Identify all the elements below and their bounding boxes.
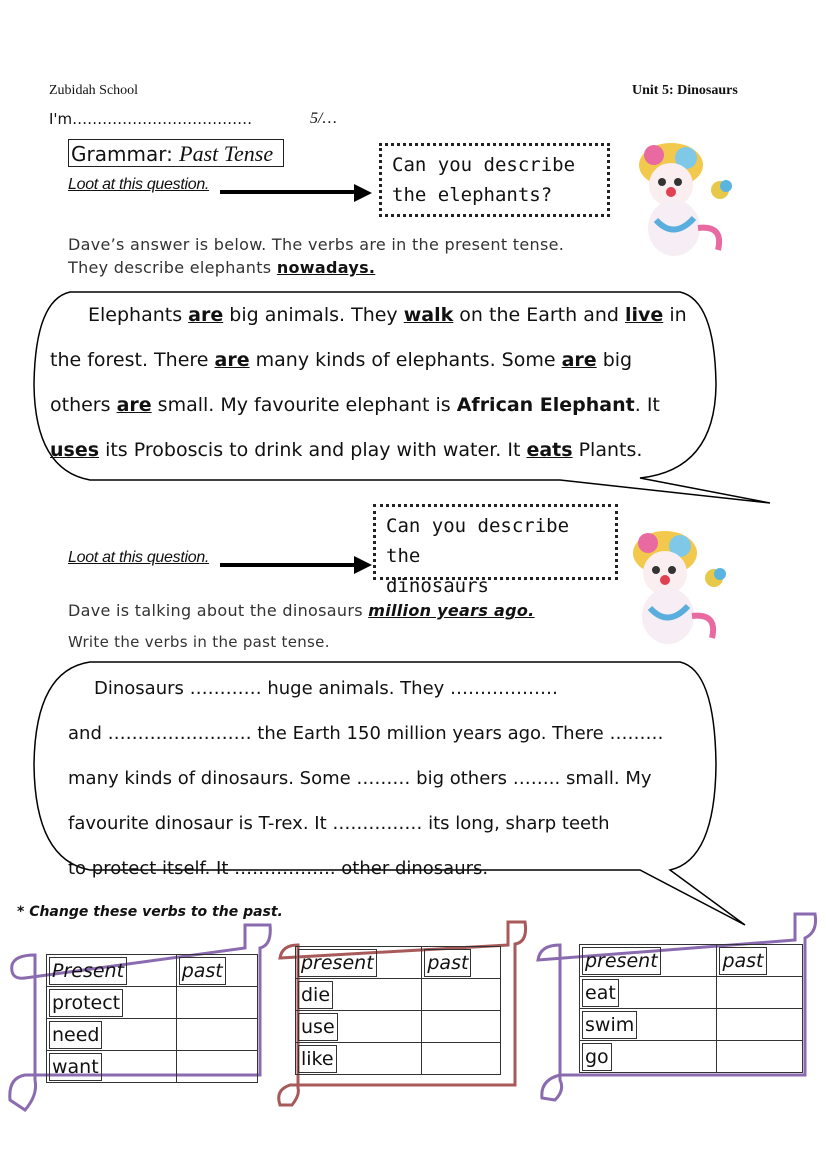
intro-2-line-2: Write the verbs in the past tense. [68, 633, 330, 651]
table-row [47, 1019, 258, 1051]
look-instruction-1: Loot at this question. [68, 176, 210, 193]
header-label: past [424, 949, 471, 977]
question-1-line-1: Can you describe [392, 154, 576, 176]
table-header [717, 945, 803, 977]
present-cell [296, 979, 422, 1011]
verb-present: swim [582, 1011, 637, 1039]
verb-present: go [582, 1043, 612, 1071]
past-answer-cell[interactable] [176, 1019, 257, 1051]
answer-text: its Proboscis to drink and play with water. It [99, 439, 527, 461]
past-answer-cell[interactable] [717, 1041, 803, 1073]
table-header [580, 945, 717, 977]
verb-highlight: uses [50, 439, 100, 461]
verb-present: use [298, 1013, 338, 1041]
verb-present: eat [582, 979, 619, 1007]
present-cell [296, 1043, 422, 1075]
answer-text: Elephants [88, 304, 189, 326]
verb-highlight: are [188, 304, 224, 326]
present-cell [47, 987, 177, 1019]
score-label: 5/… [310, 110, 337, 127]
answer-text: Plants. [572, 439, 643, 461]
past-answer-cell[interactable] [422, 1043, 501, 1075]
blank-line: favourite dinosaur is T-rex. It …………… its long, sharp teeth [68, 813, 610, 834]
table-row [47, 1051, 258, 1083]
name-line: I'm……………………………… [49, 110, 253, 128]
table-row [47, 987, 258, 1019]
verb-table-2 [295, 946, 501, 1075]
answer-text: big [596, 349, 633, 371]
past-answer-cell[interactable] [422, 1011, 501, 1043]
present-cell [47, 1051, 177, 1083]
present-cell [47, 1019, 177, 1051]
header-label: present [582, 947, 661, 975]
intro-1-line-2-text: They describe elephants [68, 258, 277, 277]
verb-present: need [49, 1021, 102, 1049]
blank-line: Dinosaurs ………… huge animals. They ……………… [94, 678, 559, 699]
verb-table-1 [46, 954, 258, 1083]
grammar-topic: Past Tense [179, 141, 274, 166]
answer-text: African Elephant [456, 394, 635, 416]
present-cell [580, 1009, 717, 1041]
present-cell [580, 1041, 717, 1073]
past-answer-cell[interactable] [176, 1051, 257, 1083]
table-row [296, 1043, 501, 1075]
answer-text: small. My favourite elephant is [151, 394, 457, 416]
present-cell [296, 1011, 422, 1043]
verb-highlight: are [561, 349, 597, 371]
verb-present: die [298, 981, 333, 1009]
table-row [580, 977, 803, 1009]
verb-highlight: eats [526, 439, 573, 461]
answer-text: on the Earth and [453, 304, 625, 326]
table-row [296, 1011, 501, 1043]
past-answer-cell[interactable] [422, 979, 501, 1011]
present-cell [580, 977, 717, 1009]
blank-line: and …………………… the Earth 150 million years ago. There ……… [68, 723, 664, 744]
past-answer-cell[interactable] [176, 987, 257, 1019]
verb-highlight: are [116, 394, 152, 416]
intro-2-line-1-text: Dave is talking about the dinosaurs [68, 601, 369, 620]
intro-2-keyword: million years ago. [368, 601, 535, 620]
look-instruction-2: Loot at this question. [68, 549, 210, 566]
verb-highlight: live [625, 304, 664, 326]
blank-line: to protect itself. It …………….. other dinosaurs. [68, 858, 489, 879]
header-label: past [719, 947, 766, 975]
header-label: present [298, 949, 377, 977]
verb-highlight: are [214, 349, 250, 371]
table-header [422, 947, 501, 979]
school-name: Zubidah School [49, 83, 139, 98]
question-2-line-1: Can you describe the [386, 515, 570, 567]
table-header [296, 947, 422, 979]
verb-present: like [298, 1045, 337, 1073]
verb-table-3 [579, 944, 803, 1073]
header-label: Present [49, 957, 127, 985]
table-row [580, 1041, 803, 1073]
verb-highlight: walk [403, 304, 454, 326]
answer-text: . It [634, 394, 660, 416]
table-row [580, 1009, 803, 1041]
answer-text: in [663, 304, 687, 326]
table-header [176, 955, 257, 987]
answer-text: the forest. There [50, 349, 215, 371]
intro-1-keyword: nowadays. [276, 258, 376, 277]
unit-title: Unit 5: Dinosaurs [632, 83, 738, 98]
answer-text: many kinds of elephants. Some [249, 349, 562, 371]
change-verbs-note: * Change these verbs to the past. [17, 904, 283, 920]
table-header [47, 955, 177, 987]
header-label: past [179, 957, 226, 985]
question-2-line-2: dinosaurs [386, 575, 489, 597]
table-row [296, 979, 501, 1011]
verb-present: protect [49, 989, 123, 1017]
past-answer-cell[interactable] [717, 1009, 803, 1041]
blank-line: many kinds of dinosaurs. Some ……… big others …….. small. My [68, 768, 652, 789]
answer-text: big animals. They [223, 304, 404, 326]
answer-text: others [50, 394, 117, 416]
verb-present: want [49, 1053, 102, 1081]
intro-1-line-1: Dave’s answer is below. The verbs are in the present tense. [68, 235, 565, 254]
grammar-label: Grammar: [71, 142, 173, 166]
past-answer-cell[interactable] [717, 977, 803, 1009]
question-1-line-2: the elephants? [392, 184, 553, 206]
